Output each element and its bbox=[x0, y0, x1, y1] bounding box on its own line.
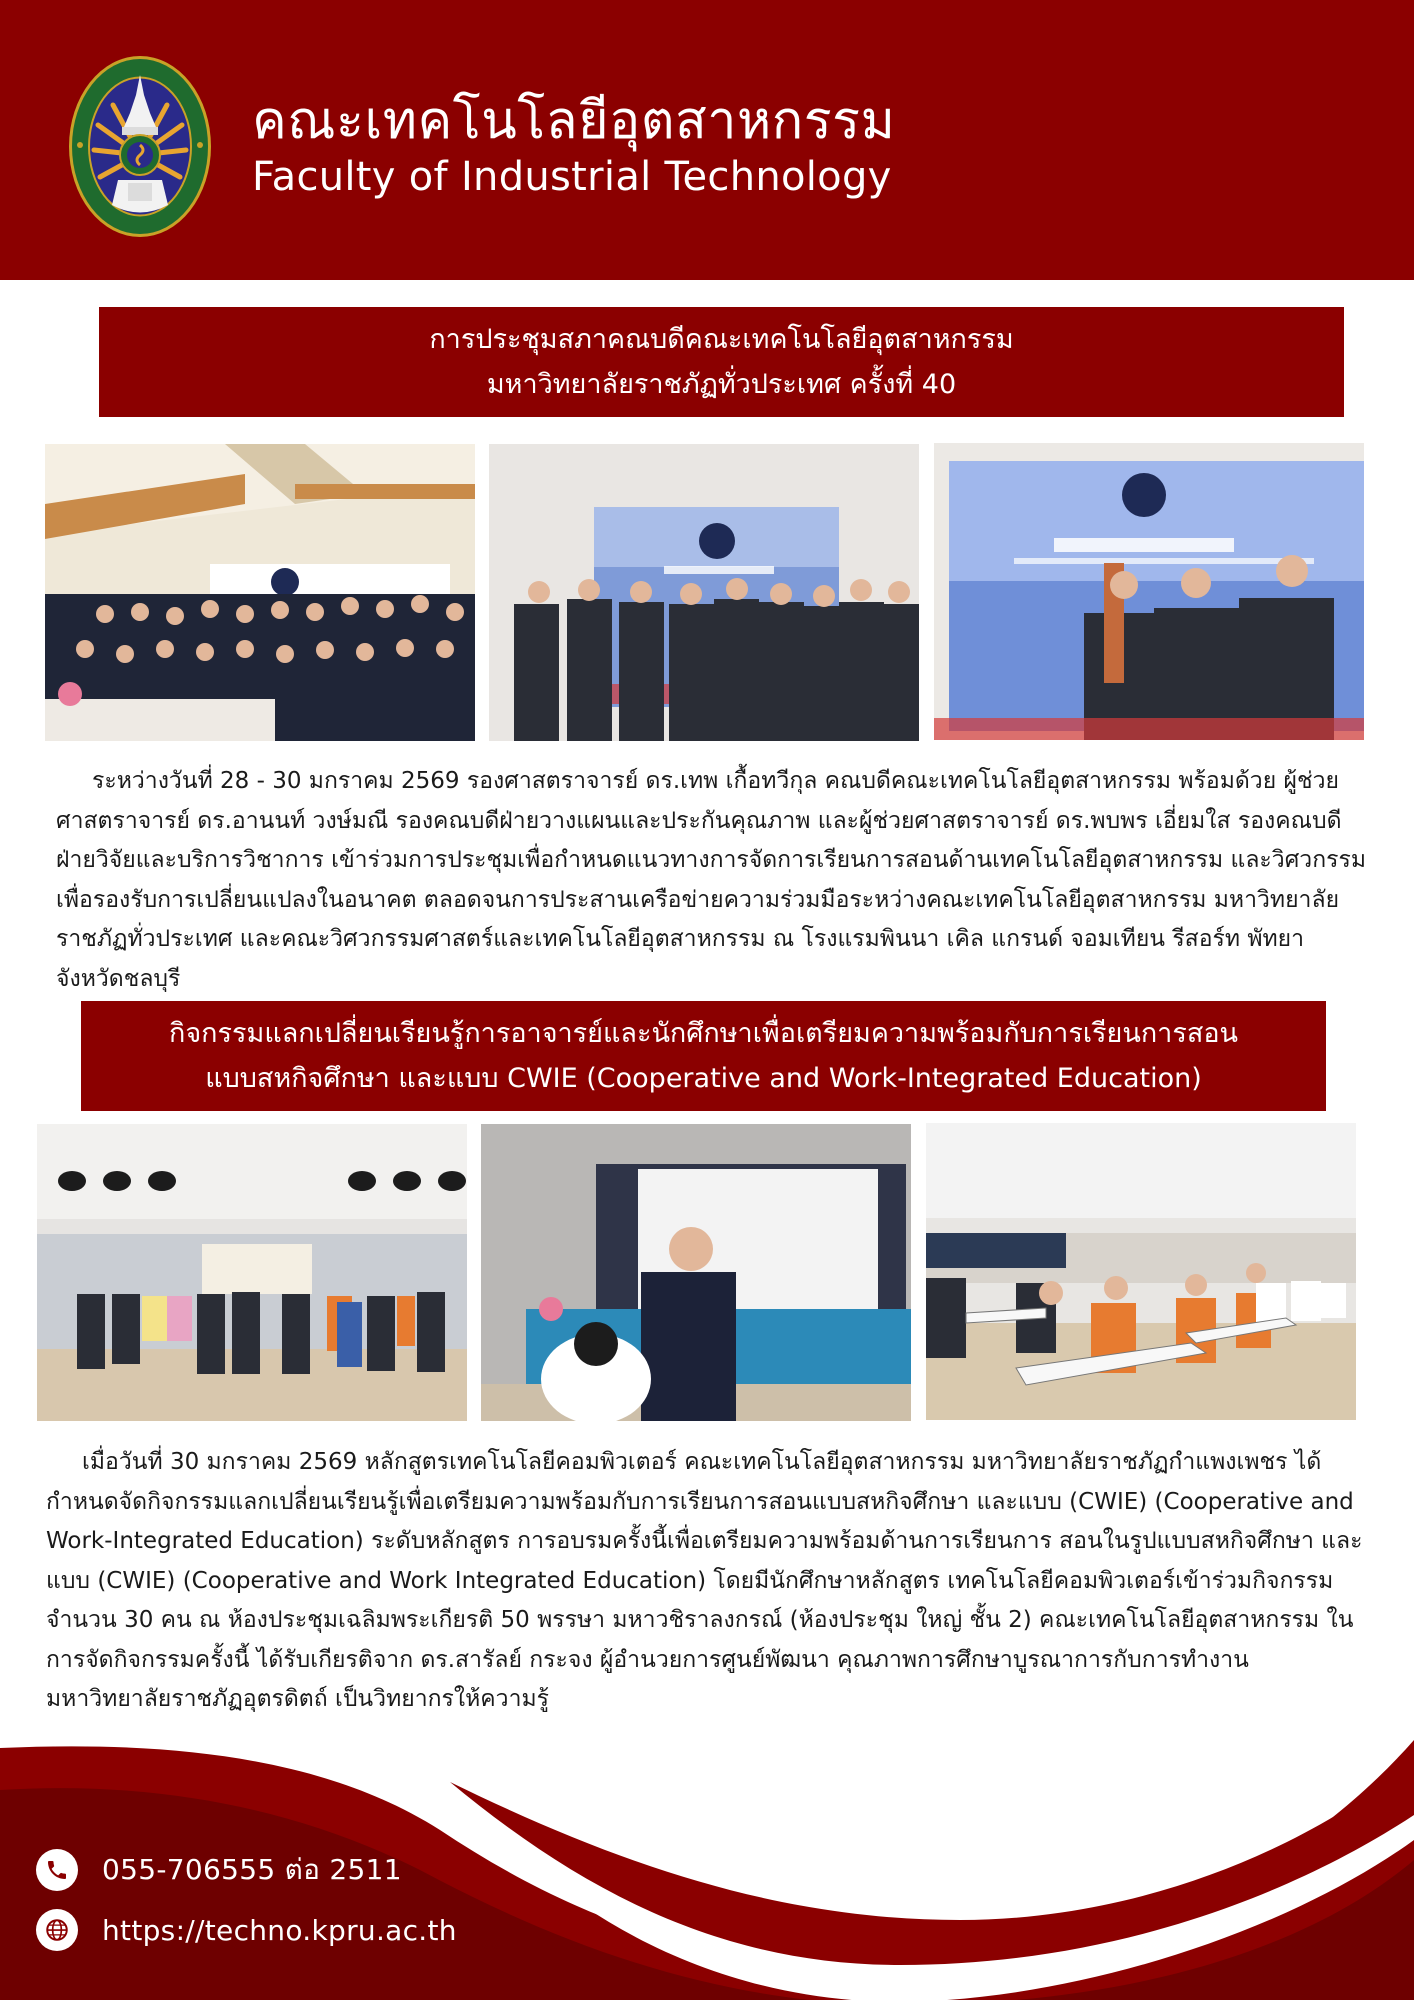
section-2-photo-3 bbox=[926, 1123, 1356, 1420]
section-1-photo-1 bbox=[45, 444, 475, 741]
section-1-banner-line-1: การประชุมสภาคณบดีคณะเทคโนโลยีอุตสาหกรรม bbox=[429, 324, 1014, 355]
section-1-photo-2 bbox=[489, 444, 919, 741]
website-link[interactable]: https://techno.kpru.ac.th bbox=[102, 1913, 457, 1947]
section-2-paragraph: เมื่อวันที่ 30 มกราคม 2569 หลักสูตรเทคโนโลยีคอมพิวเตอร์ คณะเทคโนโลยีอุตสาหกรรม มหาวิทยาลัยราชภัฏกำแพงเพชร ได้กำหนดจัดกิจกรรมแลกเปลี่ยนเรียนรู้เพื่อเตรียมความพร้อมกับการเรียนการสอนแบบสหกิจศึกษา และแบบ (CWIE) (Cooperative and Work-Integrated Education) ระดับหลักสูตร การอบรมครั้งนี้เพื่อเตรียมความพร้อมด้านการเรียนการ สอนในรูปแบบสหกิจศึกษา และแบบ (CWIE) (Cooperative and Work Integrated Education) โดยมีนักศึกษาหลักสูตร เทคโนโลยีคอมพิวเตอร์เข้าร่วมกิจกรรม จำนวน 30 คน ณ ห้องประชุมเฉลิมพระเกียรติ 50 พรรษา มหาวชิราลงกรณ์ (ห้องประชุม ใหญ่ ชั้น 2) คณะเทคโนโลยีอุตสาหกรรม ในการจัดกิจกรรมครั้งนี้ ได้รับเกียรติจาก ดร.สารัลย์ กระจง ผู้อำนวยการศูนย์พัฒนา คุณภาพการศึกษาบูรณาการกับการทำงาน มหาวิทยาลัยราชภัฏอุตรดิตถ์ เป็นวิทยากรให้ความรู้ bbox=[46, 1449, 1363, 1712]
footer-phone[interactable] bbox=[36, 1848, 402, 1892]
university-seal-icon bbox=[68, 55, 212, 238]
section-2-photo-2 bbox=[481, 1124, 911, 1421]
three-people-backdrop-icon bbox=[934, 443, 1364, 740]
section-1-banner bbox=[99, 307, 1344, 417]
students-seated-at-tables-icon bbox=[926, 1123, 1356, 1420]
section-1-banner-line-2: มหาวิทยาลัยราชภัฏทั่วประเทศ ครั้งที่ 40 bbox=[486, 369, 957, 400]
section-1-photo-3 bbox=[934, 443, 1364, 740]
globe-icon bbox=[36, 1909, 78, 1951]
group-photo-students-hall-icon bbox=[37, 1124, 467, 1421]
section-2-banner bbox=[81, 1001, 1326, 1111]
speaker-with-microphone-icon bbox=[481, 1124, 911, 1421]
group-photo-conference-hall-icon bbox=[45, 444, 475, 741]
phone-icon bbox=[36, 1849, 78, 1891]
section-2-banner-line-1: กิจกรรมแลกเปลี่ยนเรียนรู้การอาจารย์และนักศึกษาเพื่อเตรียมความพร้อมกับการเรียนการสอน bbox=[169, 1018, 1238, 1049]
faculty-title bbox=[252, 88, 895, 200]
section-2-banner-line-2: แบบสหกิจศึกษา และแบบ CWIE (Cooperative and Work-Integrated Education) bbox=[205, 1063, 1202, 1094]
group-photo-backdrop-icon bbox=[489, 444, 919, 741]
section-2-photo-1 bbox=[37, 1124, 467, 1421]
page-header bbox=[0, 0, 1414, 280]
section-1-paragraph: ระหว่างวันที่ 28 - 30 มกราคม 2569 รองศาสตราจารย์ ดร.เทพ เกื้อทวีกุล คณบดีคณะเทคโนโลยีอุตสาหกรรม พร้อมด้วย ผู้ช่วยศาสตราจารย์ ดร.อานนท์ วงษ์มณี รองคณบดีฝ่ายวางแผนและประกันคุณภาพ และผู้ช่วยศาสตราจารย์ ดร.พบพร เอี่ยมใส รองคณบดีฝ่ายวิจัยและบริการวิชาการ เข้าร่วมการประชุมเพื่อกำหนดแนวทางการจัดการเรียนการสอนด้านเทคโนโลยีอุตสาหกรรม และวิศวกรรม เพื่อรองรับการเปลี่ยนแปลงในอนาคต ตลอดจนการประสานเครือข่ายความร่วมมือระหว่างคณะเทคโนโลยีอุตสาหกรรม มหาวิทยาลัยราชภัฏทั่วประเทศ และคณะวิศวกรรมศาสตร์และเทคโนโลยีอุตสาหกรรม ณ โรงแรมพินนา เคิล แกรนด์ จอมเทียน รีสอร์ท พัทยา จังหวัดชลบุรี bbox=[56, 768, 1367, 992]
footer-website[interactable] bbox=[36, 1909, 457, 1951]
faculty-title-english: Faculty of Industrial Technology bbox=[252, 154, 892, 200]
faculty-title-thai: คณะเทคโนโลยีอุตสาหกรรม bbox=[252, 91, 896, 151]
phone-number: 055-706555 ต่อ 2511 bbox=[102, 1853, 402, 1886]
